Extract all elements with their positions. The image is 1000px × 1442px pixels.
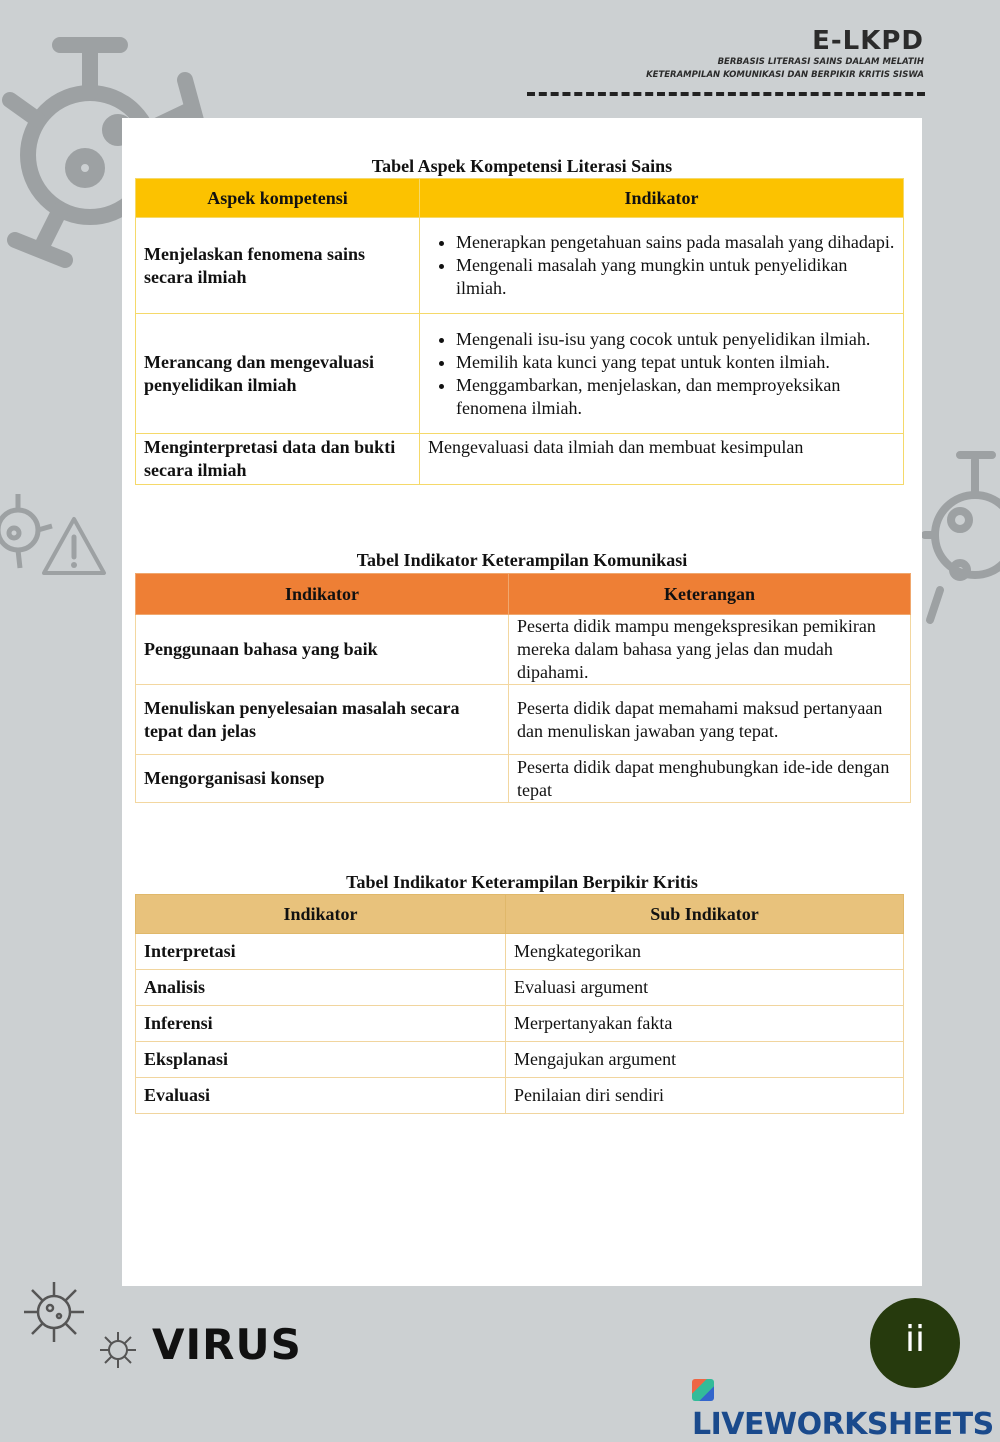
table-row: [136, 615, 911, 685]
table-row: [136, 314, 904, 434]
sub-indicator-cell: Mengajukan argument: [506, 1042, 904, 1078]
header-subtitle-2: KETERAMPILAN KOMUNIKASI DAN BERPIKIR KRITIS SISWA: [646, 70, 924, 80]
table-row: [136, 1042, 904, 1078]
table2-caption: Tabel Indikator Keterampilan Komunikasi: [356, 550, 688, 570]
table-row: [136, 218, 904, 314]
indicator-cell: [420, 314, 904, 434]
liveworksheets-logo-icon: [692, 1379, 714, 1401]
liveworksheets-watermark[interactable]: [692, 1372, 1000, 1442]
table-row: [136, 1006, 904, 1042]
competence-table: [135, 178, 904, 485]
header-subtitle-1: BERBASIS LITERASI SAINS DALAM MELATIH: [717, 57, 924, 67]
indicator-item: • Memilih kata kunci yang tepat untuk konten ilmiah.: [456, 351, 895, 374]
description-cell: Peserta didik mampu mengekspresikan pemikiran mereka dalam bahasa yang jelas dan mudah dipahami.: [509, 615, 911, 685]
communication-table: [135, 573, 911, 803]
indicator-cell: Menuliskan penyelesaian masalah secara tepat dan jelas: [136, 685, 509, 755]
virus-decoration-right-icon: [920, 440, 1000, 640]
indicator-cell: Interpretasi: [136, 934, 506, 970]
header-divider: [527, 92, 925, 96]
table-row: [136, 970, 904, 1006]
header-title: E-LKPD: [812, 26, 924, 56]
indicator-cell: Evaluasi: [136, 1078, 506, 1114]
sub-indicator-cell: Evaluasi argument: [506, 970, 904, 1006]
indicator-cell: Inferensi: [136, 1006, 506, 1042]
table3-header-indicator: Indikator: [136, 895, 506, 934]
description-cell: Peserta didik dapat memahami maksud pertanyaan dan menuliskan jawaban yang tepat.: [509, 685, 911, 755]
indicator-cell: Penggunaan bahasa yang baik: [136, 615, 509, 685]
sub-indicator-cell: Merpertanyakan fakta: [506, 1006, 904, 1042]
header: [646, 26, 924, 82]
indicator-item: • Menggambarkan, menjelaskan, dan memproyeksikan fenomena ilmiah.: [456, 374, 895, 420]
indicator-cell: Mengorganisasi konsep: [136, 755, 509, 803]
indicator-cell: [420, 218, 904, 314]
aspect-cell: Menginterpretasi data dan bukti secara ilmiah: [136, 434, 420, 485]
germ-small-icon: [96, 1328, 140, 1372]
table-row: [136, 685, 911, 755]
indicator-cell: Mengevaluasi data ilmiah dan membuat kesimpulan: [420, 434, 904, 485]
table-row: [136, 434, 904, 485]
table2-header-indicator: Indikator: [136, 574, 509, 615]
sub-indicator-cell: Penilaian diri sendiri: [506, 1078, 904, 1114]
indicator-item: • Menerapkan pengetahuan sains pada masalah yang dihadapi.: [456, 231, 895, 254]
table3-header-sub: Sub Indikator: [506, 895, 904, 934]
virus-brand: VIRUS: [152, 1320, 302, 1369]
critical-thinking-table: [135, 894, 904, 1114]
table1-header-indicator: Indikator: [420, 179, 904, 218]
indicator-item: • Mengenali masalah yang mungkin untuk penyelidikan ilmiah.: [456, 254, 895, 300]
germ-footer-icon: [18, 1276, 90, 1348]
indicator-cell: Eksplanasi: [136, 1042, 506, 1078]
table1-header-aspect: Aspek kompetensi: [136, 179, 420, 218]
table3-caption: Tabel Indikator Keterampilan Berpikir Kritis: [346, 872, 698, 892]
page-number-badge: ii: [870, 1298, 960, 1388]
aspect-cell: Menjelaskan fenomena sains secara ilmiah: [136, 218, 420, 314]
table-row: [136, 1078, 904, 1114]
table-row: [136, 755, 911, 803]
aspect-cell: Merancang dan mengevaluasi penyelidikan ilmiah: [136, 314, 420, 434]
sub-indicator-cell: Mengkategorikan: [506, 934, 904, 970]
table2-header-description: Keterangan: [509, 574, 911, 615]
table-row: [136, 934, 904, 970]
content-page: [122, 118, 922, 1286]
description-cell: Peserta didik dapat menghubungkan ide-ide dengan tepat: [509, 755, 911, 803]
warning-icon: [40, 515, 108, 577]
table1-caption: Tabel Aspek Kompetensi Literasi Sains: [371, 156, 673, 176]
watermark-text: LIVEWORKSHEETS: [692, 1407, 994, 1442]
indicator-cell: Analisis: [136, 970, 506, 1006]
indicator-item: • Mengenali isu-isu yang cocok untuk penyelidikan ilmiah.: [456, 328, 895, 351]
